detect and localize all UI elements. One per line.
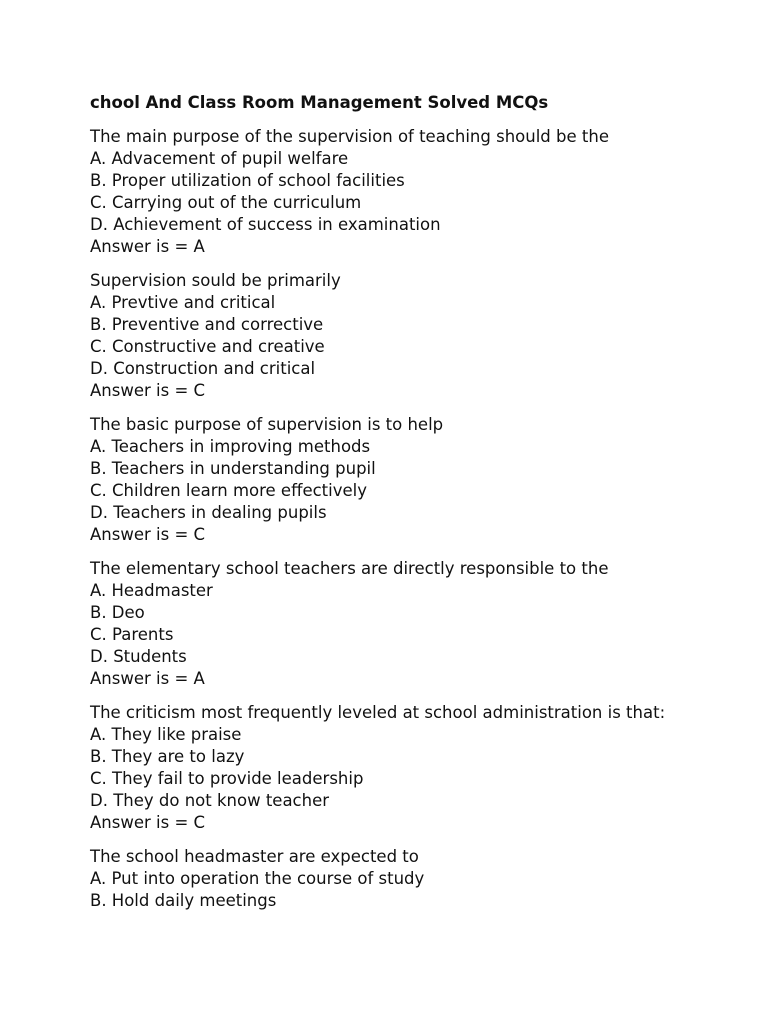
question-prompt: The basic purpose of supervision is to help: [90, 415, 444, 434]
document-page: [90, 92, 750, 924]
answer-line: Answer is = C: [90, 381, 206, 400]
mcq-question: [90, 558, 750, 690]
mcq-question: [90, 846, 750, 912]
document-title: chool And Class Room Management Solved MCQs: [90, 93, 549, 112]
option-a: A. Put into operation the course of study: [90, 869, 425, 888]
option-a: A. They like praise: [90, 725, 242, 744]
option-c: C. They fail to provide leadership: [90, 769, 364, 788]
option-b: B. Deo: [90, 603, 145, 622]
option-c: C. Carrying out of the curriculum: [90, 193, 362, 212]
mcq-question: [90, 126, 750, 258]
answer-line: Answer is = A: [90, 669, 205, 688]
answer-line: Answer is = A: [90, 237, 205, 256]
question-prompt: The elementary school teachers are directly responsible to the: [90, 559, 609, 578]
question-prompt: Supervision sould be primarily: [90, 271, 341, 290]
mcq-question: [90, 414, 750, 546]
question-prompt: The criticism most frequently leveled at school administration is that:: [90, 703, 666, 722]
option-d: D. Construction and critical: [90, 359, 316, 378]
option-a: A. Headmaster: [90, 581, 213, 600]
option-c: C. Parents: [90, 625, 174, 644]
answer-line: Answer is = C: [90, 813, 206, 832]
option-b: B. Preventive and corrective: [90, 315, 324, 334]
option-d: D. Teachers in dealing pupils: [90, 503, 327, 522]
option-d: D. Achievement of success in examination: [90, 215, 441, 234]
option-d: D. Students: [90, 647, 187, 666]
option-a: A. Prevtive and critical: [90, 293, 276, 312]
option-c: C. Constructive and creative: [90, 337, 325, 356]
mcq-question: [90, 702, 750, 834]
option-a: A. Advacement of pupil welfare: [90, 149, 349, 168]
option-a: A. Teachers in improving methods: [90, 437, 371, 456]
option-b: B. Hold daily meetings: [90, 891, 277, 910]
question-prompt: The main purpose of the supervision of teaching should be the: [90, 127, 609, 146]
answer-line: Answer is = C: [90, 525, 206, 544]
option-b: B. Teachers in understanding pupil: [90, 459, 376, 478]
mcq-question: [90, 270, 750, 402]
option-d: D. They do not know teacher: [90, 791, 330, 810]
question-prompt: The school headmaster are expected to: [90, 847, 419, 866]
option-b: B. They are to lazy: [90, 747, 245, 766]
option-c: C. Children learn more effectively: [90, 481, 367, 500]
option-b: B. Proper utilization of school facilities: [90, 171, 405, 190]
